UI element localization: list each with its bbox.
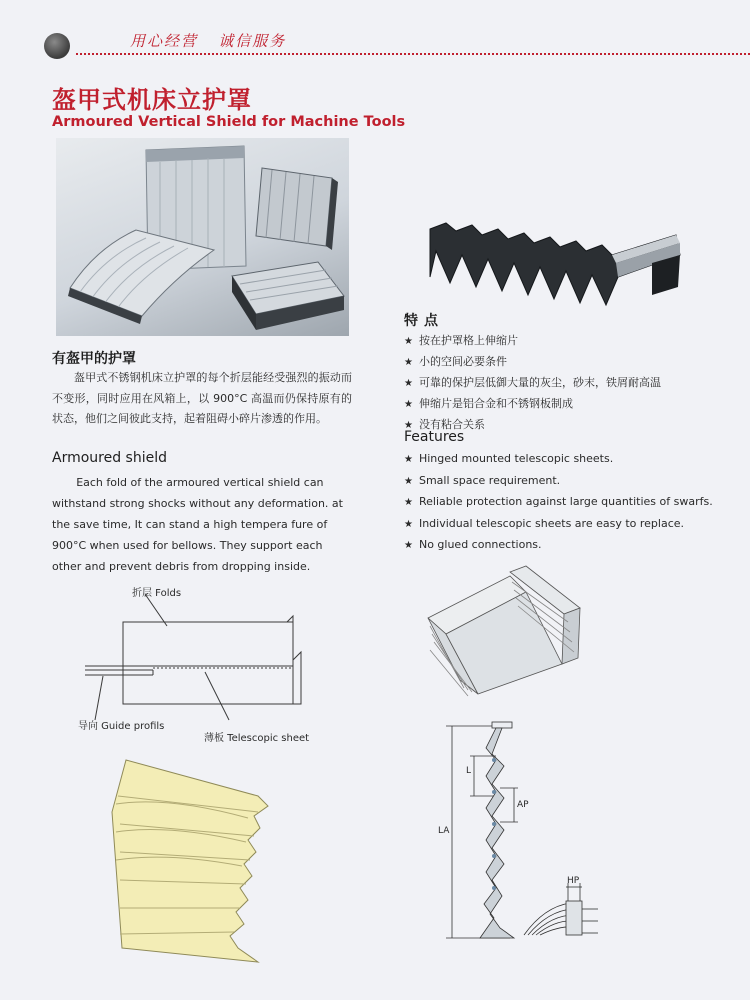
- dim-label-l: L: [466, 766, 472, 776]
- features-list-en: [404, 449, 713, 557]
- star-icon: ★: [404, 336, 413, 347]
- star-icon: ★: [404, 475, 413, 487]
- label-folds: 折层 Folds: [132, 588, 182, 599]
- list-item: ★ 可靠的保护层低御大量的灰尘，砂末，铁屑耐高温: [404, 376, 661, 389]
- list-item: ★ Reliable protection against large quantities of swarfs.: [404, 495, 713, 508]
- star-icon: ★: [404, 497, 413, 508]
- u-shield-figure: [418, 562, 588, 697]
- hp-detail-figure: [520, 873, 600, 943]
- page-title-en: Armoured Vertical Shield for Machine Tools: [52, 114, 406, 130]
- star-icon: ★: [404, 540, 413, 551]
- telescopic-cover-figure: [426, 215, 684, 307]
- features-list-cn: [404, 331, 661, 436]
- star-icon: ★: [404, 454, 413, 465]
- list-item: ★ 小的空间必要条件: [404, 355, 507, 368]
- armoured-title-cn: 有盔甲的护罩: [52, 351, 136, 367]
- star-icon: ★: [404, 357, 413, 368]
- features-title-cn: 特点: [404, 313, 444, 329]
- product-photo: [56, 138, 349, 336]
- list-item: ★ 没有粘合关系: [404, 418, 485, 431]
- features-title-en: Features: [404, 429, 465, 445]
- header-dotted-rule: [76, 53, 750, 55]
- armoured-body-cn: 盔甲式不锈钢机床立护罩的每个折层能经受强烈的振动而不变形，同时应用在风箱上，以 900°C 高温而仍保持原有的状态，他们之间彼此支持，起着阻碍小碎片渗透的作用。: [52, 371, 352, 425]
- star-icon: ★: [404, 399, 413, 410]
- page-title-cn: 盔甲式机床立护罩: [52, 86, 252, 114]
- dim-label-ap: AP: [517, 800, 529, 810]
- header-circle-ornament: [44, 33, 70, 59]
- header-slogan: 用心经营 诚信服务: [130, 32, 287, 50]
- list-item: ★ No glued connections.: [404, 538, 542, 551]
- armoured-body-en: Each fold of the armoured vertical shield can withstand strong shocks without any deformation. at the save time, It can stand a high tempera fure of 900°C when used for bellows. They support each other and prevent debris from dropping inside.: [52, 476, 343, 573]
- star-icon: ★: [404, 420, 413, 431]
- list-item: ★ 伸缩片是铝合金和不锈钢板制成: [404, 397, 573, 410]
- list-item: ★ Individual telescopic sheets are easy to replace.: [404, 516, 685, 530]
- label-telescopic-sheet: 薄板 Telescopic sheet: [204, 733, 310, 744]
- list-item: ★ Hinged mounted telescopic sheets.: [404, 452, 614, 465]
- label-guide-profils: 导向 Guide profils: [78, 721, 165, 732]
- bellows-figure: [108, 752, 273, 967]
- list-item: ★ 按在护罩格上伸缩片: [404, 334, 518, 347]
- star-icon: ★: [404, 518, 413, 530]
- star-icon: ★: [404, 378, 413, 389]
- list-item: ★ Small space requirement.: [404, 473, 561, 487]
- armoured-title-en: Armoured shield: [52, 450, 168, 466]
- dim-label-hp: HP: [567, 876, 580, 886]
- product-photo-drawing: [56, 138, 349, 336]
- dim-label-la: LA: [438, 826, 450, 836]
